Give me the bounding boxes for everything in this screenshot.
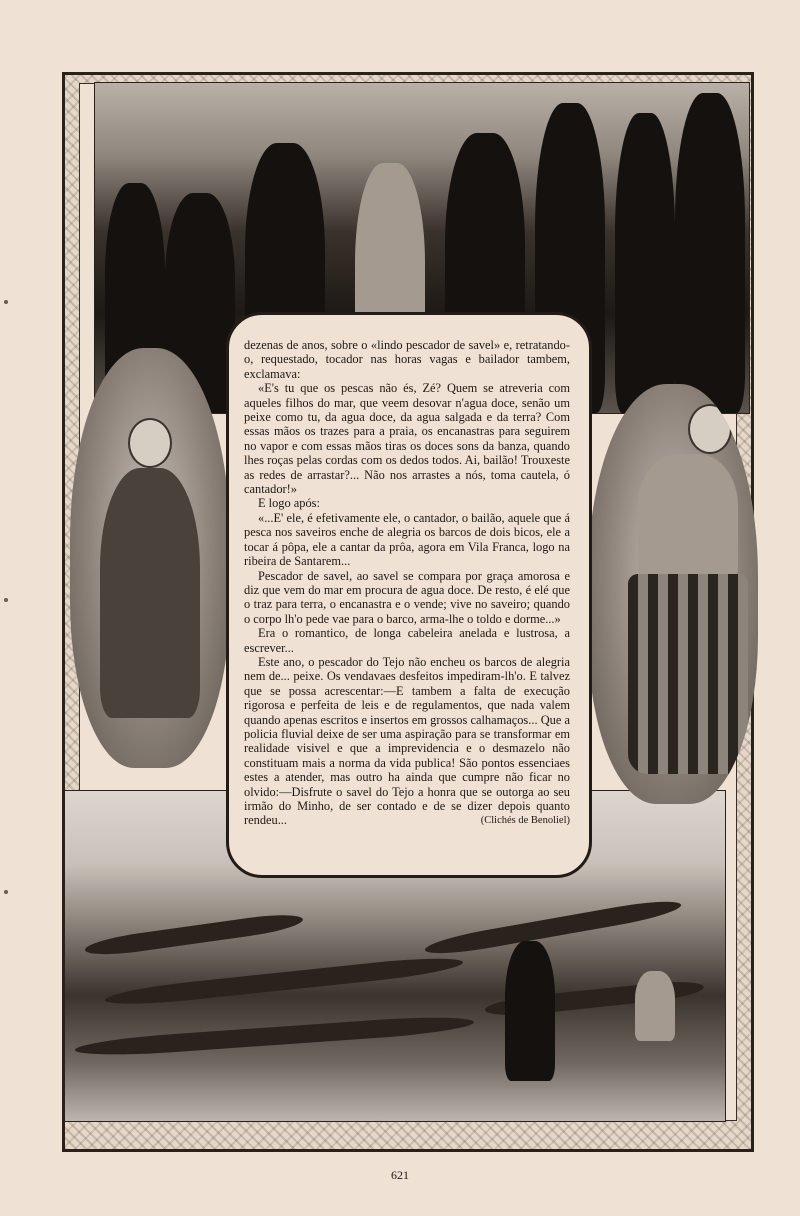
article-paragraph: E logo após: xyxy=(258,496,320,511)
article-paragraph: Era o romantico, de longa cabeleira anelada e lustrosa, a escrever... xyxy=(244,626,570,655)
photo-woman-with-basket xyxy=(70,348,230,768)
article-text xyxy=(244,338,570,828)
article-paragraph: dezenas de anos, sobre o «lindo pescador de savel» e, retratando-o, requestado, tocador nas horas vagas e bailador tambem, exclamava: xyxy=(244,338,570,381)
photo-woman-with-fish xyxy=(588,384,758,804)
article-paragraph: «...E' ele, é efetivamente ele, o cantador, o bailão, aquele que á pesca nos saveiros enche de alegria os barcos de dois bicos, ele a tocar á pôpa, ele a cantar da prôa, agora em Vila Franca, logo na ribeira de Santarem... xyxy=(244,510,570,569)
photo-head xyxy=(128,418,172,468)
photo-head xyxy=(688,404,732,454)
photo-figure xyxy=(615,113,675,413)
photo-boat xyxy=(74,1013,474,1059)
margin-mark xyxy=(4,300,8,304)
photo-figure xyxy=(100,468,200,718)
photo-boat xyxy=(104,953,464,1009)
margin-mark xyxy=(4,890,8,894)
margin-mark xyxy=(4,598,8,602)
photo-figure xyxy=(638,454,738,584)
photo-figure xyxy=(635,971,675,1041)
article-paragraph: Este ano, o pescador do Tejo não encheu os barcos de alegria nem de... peixe. Os vendavaes desfeitos impediram-lh'o. E talvez que se possa acrescentar:—E tambem a falta de execução rigorosa e perfeita de leis e de regulamentos, que nada valem quando apenas escritos e insertos em grossos calhamaços... Que a policia fluvial deixe de ser uma aspiração para se transformar em realidade visivel e que a imprevidencia e o desmazelo não constituam mais a norma da vida publica! São pontos essenciaes estes a atender, mas outro ha ainda que cumpre não ficar no olvido:—Disfrute o savel do Tejo a honra que se outorga ao seu irmão do Minho, de ser contado e de se dizer depois quanto rendeu... xyxy=(244,654,570,828)
photo-boat xyxy=(423,896,682,959)
photo-figure xyxy=(505,941,555,1081)
photo-credit: (Clichés de Benoliel) xyxy=(480,814,570,826)
article-paragraph: Pescador de savel, ao savel se compara por graça amorosa e diz que vem do mar em procura de agua doce. De resto, é elé que o traz para terra, o encanastra e o vende; vive no saveiro; quando o corpo lh'o pede vae para o barco, arma-lhe o toldo e dorme...» xyxy=(244,568,570,626)
article-paragraph: «E's tu que os pescas não és, Zé? Quem se atreveria com aqueles filhos do mar, que veem desovar n'agua doce, senão um peixe como tu, da agua doce, da agua salgada e da terra? Com essas mãos os trazes para a praia, os encanastras para seguirem no vapor e com essas mãos tiras os doces sons da banza, quando lhes roças pelas cordas com os dedos todos. Ai, bailão! Trouxeste as redes de arrastar?... Não nos arrastes a nós, toma cautela, ó cantador!» xyxy=(244,381,570,497)
page-number: 621 xyxy=(391,1168,409,1182)
photo-figure xyxy=(675,93,745,413)
photo-boat xyxy=(84,910,304,958)
photo-checked-skirt xyxy=(628,574,748,774)
